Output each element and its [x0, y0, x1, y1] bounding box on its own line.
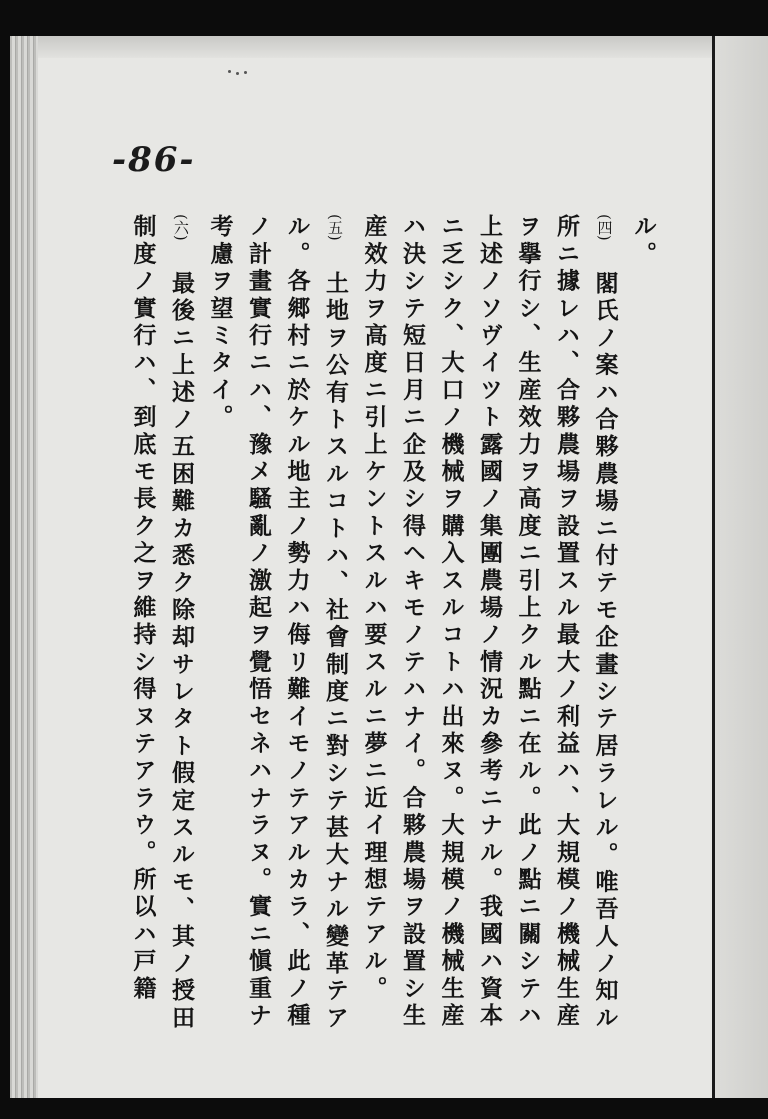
paragraph-marker: (五) [326, 214, 344, 241]
ink-speck [244, 71, 247, 74]
top-page-edge [38, 36, 712, 58]
paragraph-6 [123, 214, 200, 1044]
ink-speck [228, 70, 231, 73]
paragraph-text: ル。 [630, 214, 657, 269]
ink-speck [236, 72, 239, 75]
adjacent-page-strip [715, 36, 768, 1109]
paragraph-5 [200, 214, 354, 1044]
paragraph-marker: (六) [172, 214, 190, 241]
left-page-edge [10, 36, 38, 1109]
paragraph-4 [354, 214, 624, 1044]
paragraph-text: 最後ニ上述ノ五困難カ悉ク除却サレタト假定スルモ、其ノ授田制度ノ實行ハ、到底モ長ク之ヲ維持シ得ヌテアラウ。所以ハ戸籍 [129, 214, 195, 1033]
paragraph-text: 閣氏ノ案ハ合夥農場ニ付テモ企畫シテ居ラレル。唯吾人ノ知ル所ニ據レハ、合夥農場ヲ設置スル最大ノ利益ハ、大規模ノ機械生産ヲ擧行シ、生産效力ヲ高度ニ引上クル點ニ在ル。此ノ點ニ關シテハ上述ノソヴイツト露國ノ集團農場ノ情況カ參考ニナル。我國ハ資本ニ乏シク、大口ノ機械ヲ購入スルコトハ出來ヌ。大規模ノ機械生産ハ決シテ短日月ニ企及シ得ヘキモノテハナイ。合夥農場ヲ設置シ生産效力ヲ高度ニ引上ケントスルハ要スルニ夢ニ近イ理想テアル。 [360, 214, 619, 1033]
page-number: -86- [112, 140, 196, 180]
vertical-text-body [102, 214, 662, 1044]
paragraph-text: 土地ヲ公有トスルコトハ、社會制度ニ對シテ甚大ナル變革テアル。各郷村ニ於ケル地主ノ勢力ハ侮リ難イモノテアルカラ、此ノ種ノ計畫實行ニハ、豫メ騷亂ノ激起ヲ覺悟セネハナラヌ。實ニ愼重ナ考慮ヲ望ミタイ。 [206, 214, 349, 1033]
bottom-scan-border [10, 1098, 768, 1119]
paragraph-continuation [624, 214, 663, 1044]
paragraph-marker: (四) [595, 214, 614, 241]
